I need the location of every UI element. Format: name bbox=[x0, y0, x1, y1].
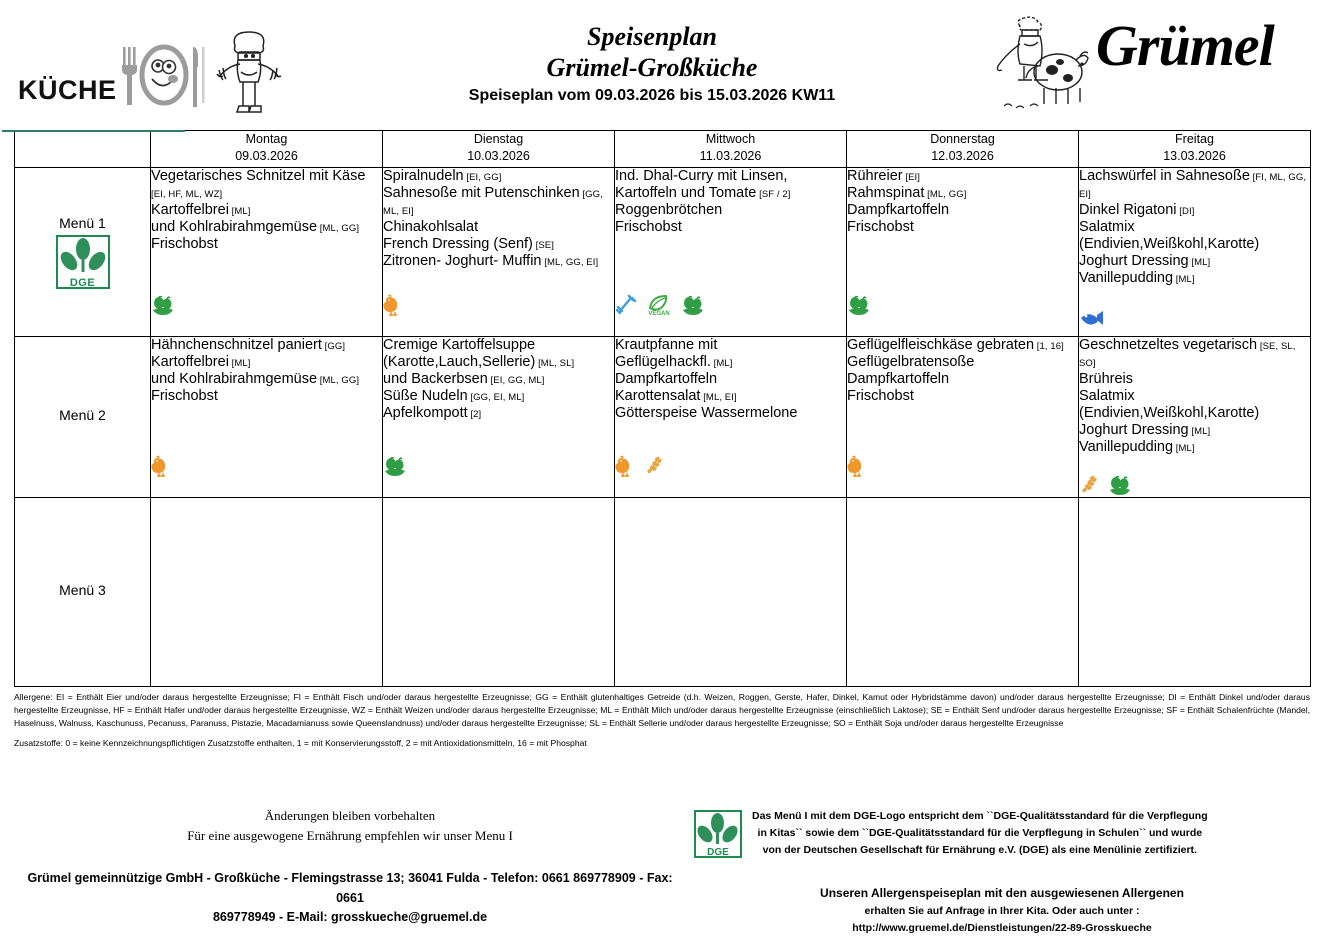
poultry-icon bbox=[151, 455, 171, 477]
poultry-icon bbox=[615, 455, 635, 477]
vegetables-icon bbox=[847, 296, 871, 316]
company-contact-line-1: Grümel gemeinnützige GmbH - Großküche - Flemingstrasse 13; 36041 Fulda - Telefon: 0661 869778909 - Fax: 0661 bbox=[27, 871, 673, 905]
plate-fork-knife-icon bbox=[119, 41, 207, 118]
dge-note-line-3: von der Deutschen Gesellschaft für Ernährung e.V. (DGE) als eine Menülinie zertifiziert. bbox=[762, 843, 1197, 856]
recommendation-text: Für eine ausgewogene Ernährung empfehlen wir unser Menu I bbox=[187, 828, 513, 844]
dish-line: Hähnchenschnitzel paniert [GG] bbox=[151, 337, 346, 353]
dish-line: Dampfkartoffeln bbox=[847, 370, 950, 387]
menu-row-3 bbox=[15, 498, 1311, 687]
page-footer bbox=[0, 806, 1324, 938]
additives-legend-text: Zusatzstoffe: 0 = keine Kennzeichnungspflichtigen Zusatzstoffe enthalten, 1 = mit Konservierungsstoff, 2 = mit Antioxidationsmitteln, 16 = mit Phosphat bbox=[14, 737, 587, 748]
dge-logo-label: DGE bbox=[707, 846, 729, 858]
title-line-2: Grümel-Großküche bbox=[546, 52, 758, 82]
dish-allergen-codes: [ML, GG] bbox=[317, 374, 360, 386]
dish-icon-row bbox=[151, 447, 382, 477]
dish-icon-row bbox=[615, 447, 846, 477]
day-date: 12.03.2026 bbox=[931, 148, 994, 163]
dish-icon-row bbox=[383, 286, 614, 316]
dish-line: und Kohlrabirahmgemüse [ML, GG] bbox=[151, 218, 360, 235]
dish-line: Rahmspinat [ML, GG] bbox=[847, 184, 967, 201]
dish-line: Joghurt Dressing [ML] bbox=[1079, 421, 1211, 438]
dish-line: Frischobst bbox=[847, 218, 914, 235]
dge-note-line-1: Das Menü I mit dem DGE-Logo entspricht dem ``DGE-Qualitätsstandard für die Verpflegung bbox=[752, 809, 1208, 822]
dish-allergen-codes: [FI, ML, GG, EI] bbox=[1079, 172, 1307, 200]
menu-cell-2-4 bbox=[847, 337, 1079, 498]
dish-icon-row bbox=[615, 616, 846, 646]
dish-icon-row bbox=[1079, 297, 1310, 327]
dish-line: Frischobst bbox=[151, 235, 218, 252]
footer-company-block bbox=[14, 806, 686, 938]
dish-line: Vegetarisches Schnitzel mit Käse [EI, HF, ML, WZ] bbox=[151, 168, 366, 200]
dish-allergen-codes: [1, 16] bbox=[1034, 341, 1064, 352]
dish-allergen-codes: [ML] bbox=[1173, 442, 1195, 454]
dish-icon-row bbox=[151, 286, 382, 316]
dish-icon-row bbox=[383, 447, 614, 477]
dish-allergen-codes: [EI, GG, ML] bbox=[487, 374, 545, 386]
dish-allergen-codes: [GG, ML, EI] bbox=[383, 188, 603, 217]
wheat-icon bbox=[1079, 474, 1099, 496]
dish-line: French Dressing (Senf) [SE] bbox=[383, 235, 554, 252]
day-date: 10.03.2026 bbox=[467, 148, 530, 163]
menu-cell-2-1 bbox=[151, 337, 383, 498]
dish-allergen-codes: [ML] bbox=[710, 357, 733, 369]
dish-line: Vanillepudding [ML] bbox=[1079, 438, 1195, 455]
dish-allergen-codes: [SE, SL, SO] bbox=[1079, 341, 1296, 369]
dish-icon-row bbox=[1079, 616, 1310, 646]
dish-allergen-codes: [ML] bbox=[1173, 273, 1195, 285]
menu-cell-3-2 bbox=[383, 498, 615, 687]
dge-certification-row bbox=[694, 806, 1310, 859]
kueche-logo bbox=[0, 0, 310, 129]
gruemel-underline-rule bbox=[2, 130, 185, 132]
vegetables-icon bbox=[1108, 476, 1132, 496]
dish-line: Salatmix bbox=[1079, 218, 1135, 235]
dish-line: Sahnesoße mit Putenschinken [GG, ML, EI] bbox=[383, 184, 603, 217]
dish-line: Joghurt Dressing [ML] bbox=[1079, 252, 1211, 269]
gruemel-logo bbox=[994, 0, 1324, 123]
menu-cell-3-3 bbox=[615, 498, 847, 687]
dish-line: (Endivien,Weißkohl,Karotte) bbox=[1079, 235, 1260, 252]
dge-logo-label: DGE bbox=[69, 277, 96, 289]
dish-line: Geflügelhackfl. [ML] bbox=[615, 353, 733, 370]
dish-list bbox=[615, 337, 846, 422]
dish-line: und Backerbsen [EI, GG, ML] bbox=[383, 370, 545, 387]
title-date-range: Speiseplan vom 09.03.2026 bis 15.03.2026 KW11 bbox=[468, 87, 836, 105]
dish-line: Roggenbrötchen bbox=[615, 201, 723, 218]
dish-allergen-codes: [ML, GG] bbox=[924, 188, 967, 200]
vegetables-icon bbox=[383, 457, 407, 477]
svg-text:VEGAN: VEGAN bbox=[648, 311, 670, 316]
dish-list bbox=[615, 168, 846, 236]
dish-line: Kartoffelbrei [ML] bbox=[151, 353, 251, 370]
day-header-donnerstag bbox=[847, 131, 1079, 168]
dish-icon-row bbox=[151, 616, 382, 646]
menu-cell-1-5 bbox=[1079, 168, 1311, 337]
menu-cell-1-4 bbox=[847, 168, 1079, 337]
dish-allergen-codes: [SF / 2] bbox=[756, 188, 791, 200]
dish-allergen-codes: [ML, SL] bbox=[535, 357, 575, 369]
menu-cell-2-3 bbox=[615, 337, 847, 498]
dish-allergen-codes: [EI, GG] bbox=[463, 172, 502, 183]
menu-cell-3-4 bbox=[847, 498, 1079, 687]
dish-allergen-codes: [ML] bbox=[1188, 425, 1211, 437]
day-header-dienstag bbox=[383, 131, 615, 168]
dish-icon-row bbox=[847, 616, 1078, 646]
footer-dge-block bbox=[686, 806, 1310, 938]
dish-line: Chinakohlsalat bbox=[383, 218, 479, 235]
dish-line: Vanillepudding [ML] bbox=[1079, 269, 1195, 286]
vegan-icon bbox=[646, 294, 672, 316]
table-corner-cell bbox=[15, 131, 151, 168]
dish-icon-row bbox=[847, 447, 1078, 477]
dish-icon-row bbox=[615, 286, 846, 316]
day-name: Dienstag bbox=[473, 132, 524, 146]
allergen-plan-url[interactable]: http://www.gruemel.de/Dienstleistungen/22-89-Grosskueche bbox=[852, 922, 1152, 935]
day-header-montag bbox=[151, 131, 383, 168]
menu-label: Menü 1 bbox=[59, 215, 106, 231]
menu-label: Menü 3 bbox=[59, 582, 106, 598]
allergen-legend-text: Allergene: EI = Enthält Eier und/oder daraus hergestellte Erzeugnisse; FI = Enthält Fisch und/oder daraus hergestellte Erzeugnisse; GG = Enthält glutenhaltiges Getreide (d.h. Weizen, Roggen, Gerste, Hafer, Dinkel, Kamut oder Hybridstämme davon) und/oder daraus hergestellte Erzeugnisse; DI = Enthält Dinkel und/oder daraus hergestellte Erzeugnisse, HF = Enthält Hafer und/oder daraus hergestellte Erzeugnisse, WZ = Enthält Weizen und/oder daraus hergestellte Erzeugnisse; ML = Enthält Milch und/oder daraus hergestellte Erzeugnisse (einschließlich Laktose); SE = Enthält Senf und/oder daraus hergestellte Erzeugnisse; SF = Enthält Schalenfrüchte (Mandel, Haselnuss, Walnuss, Kaschunuss, Pecanuss, Paranuss, Pistazie, Macadamianuss sowie Queenslandnuss) und/oder daraus hergestellte Erzeugnisse; SL = Enthält Sellerie und/oder daraus hergestellte Erzeugnisse; SO = Enthält Soja und/oder daraus hergestellte Erzeugnisse bbox=[14, 692, 1310, 728]
dish-allergen-codes: [GG] bbox=[321, 341, 346, 352]
dge-note-line-2: in Kitas`` sowie dem ``DGE-Qualitätsstandard für die Verpflegung in Schulen`` und wurde bbox=[757, 826, 1203, 839]
allergen-notes bbox=[0, 687, 1324, 750]
day-date: 09.03.2026 bbox=[235, 148, 298, 163]
dish-line: Frischobst bbox=[615, 218, 682, 235]
dish-line: Ind. Dhal-Curry mit Linsen, Kartoffeln und Tomate [SF / 2] bbox=[615, 168, 791, 201]
day-name: Freitag bbox=[1175, 132, 1214, 146]
dish-list bbox=[847, 168, 1078, 236]
dish-icon-row bbox=[383, 616, 614, 646]
dish-allergen-codes: [EI, HF, ML, WZ] bbox=[151, 188, 223, 200]
dish-line: Dampfkartoffeln bbox=[615, 370, 718, 387]
dish-allergen-codes: [EI] bbox=[902, 172, 921, 183]
kueche-logo-label: KÜCHE bbox=[18, 75, 117, 105]
dish-line: Apfelkompott [2] bbox=[383, 404, 482, 421]
dish-list bbox=[151, 168, 382, 253]
dish-allergen-codes: [ML] bbox=[1188, 256, 1211, 268]
menu-cell-2-5 bbox=[1079, 337, 1311, 498]
dish-list bbox=[1079, 337, 1310, 456]
day-date: 11.03.2026 bbox=[699, 148, 762, 163]
menu-cell-2-2 bbox=[383, 337, 615, 498]
page-header bbox=[0, 0, 1324, 130]
dish-allergen-codes: [ML] bbox=[228, 205, 251, 217]
dish-icon-row bbox=[1079, 466, 1310, 496]
menu-cell-1-2 bbox=[383, 168, 615, 337]
dge-certification-text bbox=[742, 806, 1208, 859]
day-date: 13.03.2026 bbox=[1163, 148, 1226, 163]
dish-list bbox=[151, 337, 382, 405]
dish-line: Götterspeise Wassermelone bbox=[615, 404, 798, 421]
gruemel-wordmark: Grümel bbox=[1096, 13, 1274, 78]
dish-line: Dampfkartoffeln bbox=[847, 201, 950, 218]
menu-cell-3-1 bbox=[151, 498, 383, 687]
dish-allergen-codes: [GG, EI, ML] bbox=[467, 391, 525, 403]
dish-list bbox=[847, 337, 1078, 405]
meal-plan-body bbox=[15, 168, 1311, 687]
dish-allergen-codes: [2] bbox=[467, 408, 482, 420]
title-line-1: Speisenplan bbox=[586, 22, 718, 51]
dish-allergen-codes: [DI] bbox=[1176, 205, 1195, 217]
dish-line: Krautpfanne mit bbox=[615, 337, 718, 353]
dish-allergen-codes: [SE] bbox=[532, 239, 554, 251]
dish-list bbox=[383, 337, 614, 422]
dish-line: Süße Nudeln [GG, EI, ML] bbox=[383, 387, 525, 404]
dish-line: Spiralnudeln [EI, GG] bbox=[383, 168, 502, 184]
dish-allergen-codes: [ML, EI] bbox=[700, 391, 737, 403]
meal-plan-table bbox=[14, 130, 1311, 687]
day-name: Donnerstag bbox=[930, 132, 995, 146]
dish-line: Dinkel Rigatoni [DI] bbox=[1079, 201, 1195, 218]
dish-line: Frischobst bbox=[847, 387, 914, 404]
menu-row-1 bbox=[15, 168, 1311, 337]
dish-line: Cremige Kartoffelsuppe bbox=[383, 337, 536, 353]
dish-line: Kartoffelbrei [ML] bbox=[151, 201, 251, 218]
dish-line: (Endivien,Weißkohl,Karotte) bbox=[1079, 404, 1260, 421]
dish-icon-row bbox=[847, 286, 1078, 316]
menu-label: Menü 2 bbox=[59, 407, 106, 423]
poultry-icon bbox=[847, 455, 867, 477]
poultry-icon bbox=[383, 294, 403, 316]
dish-allergen-codes: [ML] bbox=[228, 357, 251, 369]
dish-line: Rühreier [EI] bbox=[847, 168, 921, 184]
dge-logo-icon bbox=[694, 810, 742, 858]
dish-line: (Karotte,Lauch,Sellerie) [ML, SL] bbox=[383, 353, 575, 370]
day-name: Mittwoch bbox=[705, 132, 756, 146]
meal-plan-container bbox=[0, 130, 1324, 687]
dge-logo-icon bbox=[56, 235, 110, 289]
wheat-icon bbox=[644, 455, 664, 477]
allergen-notice-line-2: erhalten Sie auf Anfrage in Ihrer Kita. Oder auch unter : bbox=[864, 904, 1140, 917]
dish-line: Karottensalat [ML, EI] bbox=[615, 387, 737, 404]
menu-label-cell-1 bbox=[15, 168, 151, 337]
dish-line: Geflügelbratensoße bbox=[847, 353, 975, 370]
fitness-icon bbox=[615, 294, 637, 316]
menu-label-cell-2 bbox=[15, 337, 151, 498]
vegetables-icon bbox=[151, 296, 175, 316]
chef-mascot-icon bbox=[213, 24, 285, 129]
day-name: Montag bbox=[245, 132, 288, 146]
menu-row-2 bbox=[15, 337, 1311, 498]
day-header-freitag bbox=[1079, 131, 1311, 168]
day-header-mittwoch bbox=[615, 131, 847, 168]
allergen-plan-notice bbox=[694, 883, 1310, 938]
allergen-notice-line-1: Unseren Allergenspeiseplan mit den ausgewiesenen Allergenen bbox=[820, 885, 1184, 900]
page-title bbox=[310, 0, 994, 105]
dish-line: Zitronen- Joghurt- Muffin [ML, GG, EI] bbox=[383, 252, 599, 269]
menu-label-cell-3 bbox=[15, 498, 151, 687]
farmer-cow-icon bbox=[994, 14, 1090, 123]
dish-line: Lachswürfel in Sahnesoße [FI, ML, GG, EI] bbox=[1079, 168, 1307, 200]
dish-line: und Kohlrabirahmgemüse [ML, GG] bbox=[151, 370, 360, 387]
table-header-row bbox=[15, 131, 1311, 168]
dish-line: Geflügelfleischkäse gebraten [1, 16] bbox=[847, 337, 1064, 353]
vegetables-icon bbox=[681, 296, 705, 316]
changes-reserved-text: Änderungen bleiben vorbehalten bbox=[264, 807, 436, 823]
menu-cell-3-5 bbox=[1079, 498, 1311, 687]
dish-line: Frischobst bbox=[151, 387, 218, 404]
dish-line: Geschnetzeltes vegetarisch [SE, SL, SO] bbox=[1079, 337, 1296, 369]
dish-line: Salatmix bbox=[1079, 387, 1135, 404]
menu-cell-1-1 bbox=[151, 168, 383, 337]
dish-line: Brühreis bbox=[1079, 370, 1133, 387]
dish-allergen-codes: [ML, GG] bbox=[317, 222, 360, 234]
dish-list bbox=[1079, 168, 1310, 287]
dish-allergen-codes: [ML, GG, EI] bbox=[541, 256, 599, 268]
dish-list bbox=[383, 168, 614, 270]
fish-icon bbox=[1079, 309, 1105, 327]
company-contact-line-2: 869778949 - E-Mail: grosskueche@gruemel.de bbox=[212, 909, 488, 924]
menu-cell-1-3 bbox=[615, 168, 847, 337]
